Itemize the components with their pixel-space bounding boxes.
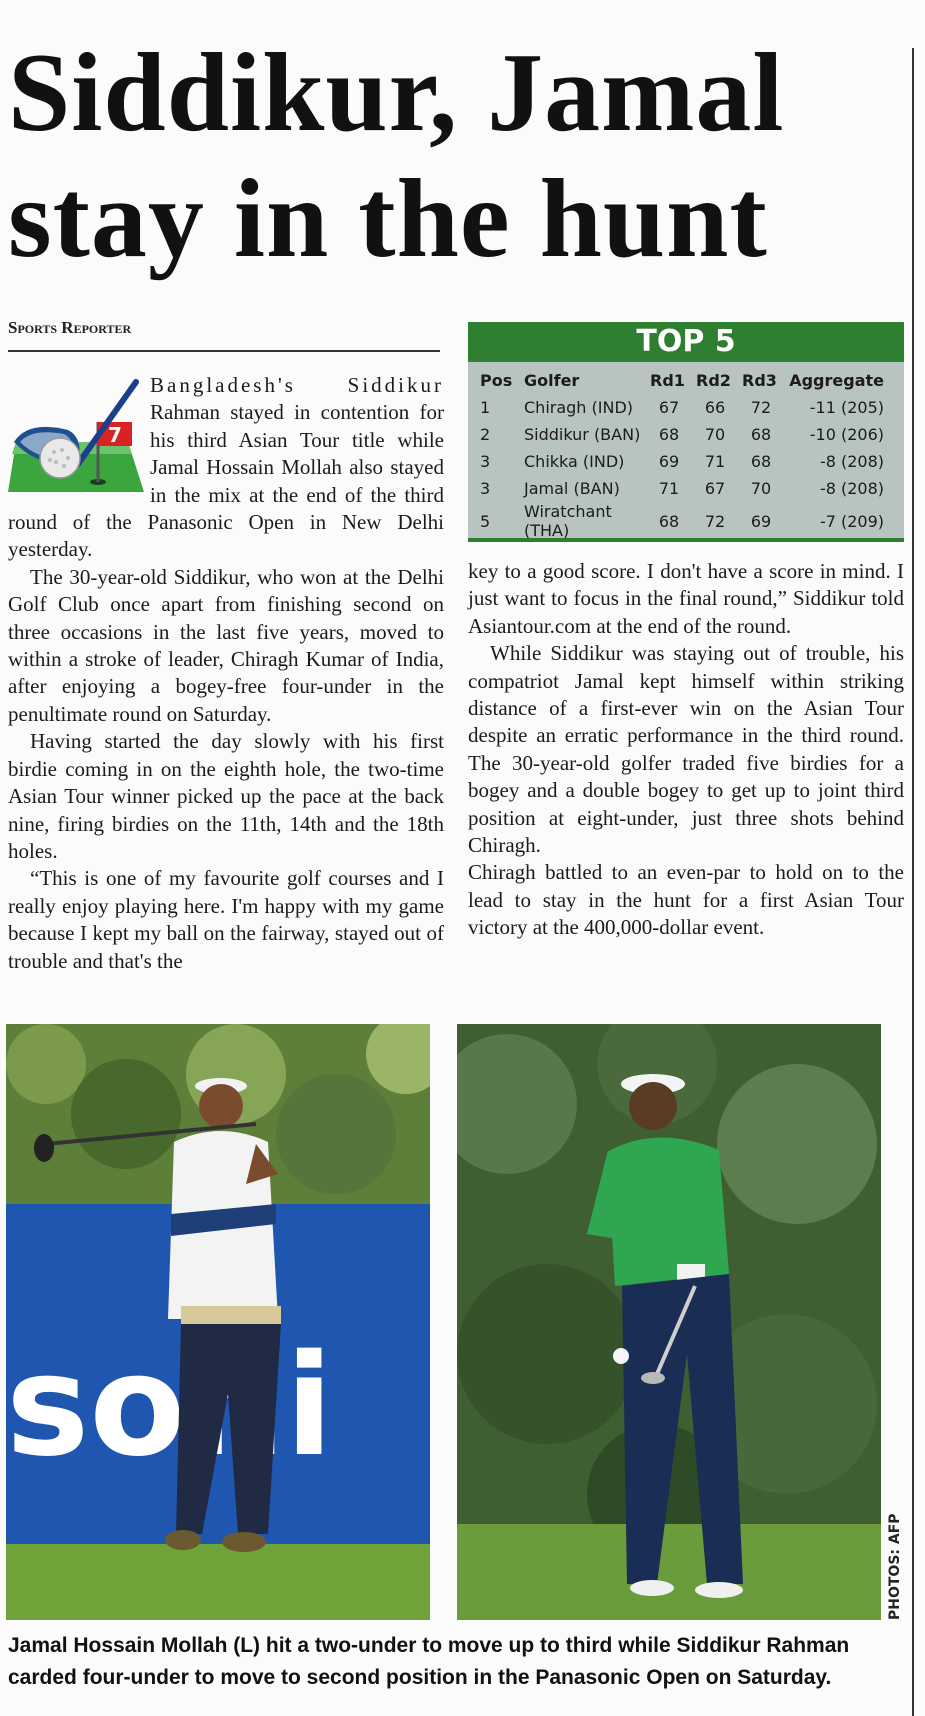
paragraph-4-continued: key to a good score. I don't have a score in mind. I just want to focus in the final round,” Siddikur told Asiantour.com at the end of the round. (468, 559, 904, 638)
byline-rule (8, 350, 440, 352)
cell-rd1: 68 (658, 425, 680, 444)
cell-pos: 3 (480, 479, 491, 498)
table-row (476, 475, 888, 502)
cell-pos: 5 (480, 511, 491, 531)
table-row (476, 421, 888, 448)
cell-rd3: 69 (750, 511, 772, 531)
cell-rd1: 69 (658, 452, 680, 471)
headline: Siddikur, Jamal stay in the hunt (8, 31, 785, 281)
table-row (476, 394, 888, 421)
photo-caption: Jamal Hossain Mollah (L) hit a two-under to move up to third while Siddikur Rahman carded four-under to move to second position in the Panasonic Open on Saturday. (8, 1634, 850, 1689)
cell-rd3: 68 (750, 425, 772, 444)
cell-rd2: 71 (704, 452, 726, 471)
cell-rd1: 71 (658, 479, 680, 498)
flag-number: 7 (108, 423, 122, 447)
photo-siddikur (457, 1024, 881, 1620)
col-header-rd2: Rd2 (696, 370, 731, 390)
cell-golfer: Jamal (BAN) (524, 479, 620, 498)
cell-rd3: 68 (750, 452, 772, 471)
cell-rd3: 70 (750, 479, 772, 498)
cell-aggregate: -10 (206) (809, 425, 884, 444)
cell-rd1: 67 (658, 398, 680, 417)
lead-first-words: Bangladesh's Siddikur (150, 373, 444, 397)
table-row (476, 502, 888, 540)
col-header-rd3: Rd3 (742, 370, 777, 390)
cell-rd3: 72 (750, 398, 772, 417)
cell-rd1: 68 (658, 511, 680, 531)
top5-table (476, 366, 888, 540)
paragraph-3: Having started the day slowly with his first birdie coming in on the eighth hole, the two-time Asian Tour winner picked up the pace at the back nine, firing birdies on the 11th, 14th and the 18th holes. (8, 729, 444, 863)
paragraph-6: Chiragh battled to an even-par to hold on to the lead to stay in the hunt for a first Asian Tour victory at the 400,000-dollar event. (468, 860, 904, 940)
golf-logo-icon (8, 372, 144, 500)
cell-pos: 2 (480, 425, 491, 444)
cell-pos: 1 (480, 398, 491, 417)
banner-text: soni (6, 1325, 334, 1488)
article-column-right (468, 558, 904, 942)
cell-rd2: 72 (704, 511, 726, 531)
col-header-pos: Pos (480, 370, 513, 390)
top5-table-box (468, 322, 904, 542)
cell-rd2: 67 (704, 479, 726, 498)
cell-aggregate: -8 (208) (819, 452, 884, 471)
paragraph-4: “This is one of my favourite golf courses and I really enjoy playing here. I'm happy with my game because I kept my ball on the fairway, stayed out of trouble and that's the (8, 866, 444, 973)
column-rule-right (912, 48, 914, 1716)
cell-aggregate: -8 (208) (819, 479, 884, 498)
paragraph-5: While Siddikur was staying out of trouble, his compatriot Jamal kept himself within striking distance of a first-ever win on the Asian Tour despite an erratic performance in the third round. The 30-year-old golfer traded five birdies for a bogey and a double bogey to get up to joint third position at eight-under, just three shots behind Chiragh. (468, 641, 904, 858)
article-column-left (8, 372, 444, 975)
cell-golfer: Wiratchant (THA) (524, 502, 612, 540)
table-header-row (476, 366, 888, 394)
cell-aggregate: -7 (209) (819, 511, 884, 531)
lead-paragraph: Rahman stayed in contention for his third Asian Tour title while Jamal Hossain Mollah also stayed in the mix at the end of the third round of the Panasonic Open in New Delhi yesterday. (8, 400, 444, 562)
col-header-rd1: Rd1 (650, 370, 685, 390)
cell-rd2: 70 (704, 425, 726, 444)
cell-golfer: Siddikur (BAN) (524, 425, 641, 444)
byline: Sports Reporter (8, 318, 132, 337)
cell-golfer: Chiragh (IND) (524, 398, 634, 417)
cell-pos: 3 (480, 452, 491, 471)
photo-jamal (6, 1024, 430, 1620)
col-header-aggregate: Aggregate (789, 370, 884, 390)
table-row (476, 448, 888, 475)
cell-aggregate: -11 (205) (809, 398, 884, 417)
cell-rd2: 66 (704, 398, 726, 417)
paragraph-2: The 30-year-old Siddikur, who won at the Delhi Golf Club once apart from finishing second on three occasions in the last five years, moved to within a stroke of leader, Chiragh Kumar of India, after enjoying a bogey-free four-under in the penultimate round on Saturday. (8, 564, 444, 726)
col-header-golfer: Golfer (524, 370, 580, 390)
photo-credit: PHOTOS: AFP (887, 1513, 903, 1620)
cell-golfer: Chikka (IND) (524, 452, 625, 471)
top5-title: TOP 5 (468, 322, 904, 362)
